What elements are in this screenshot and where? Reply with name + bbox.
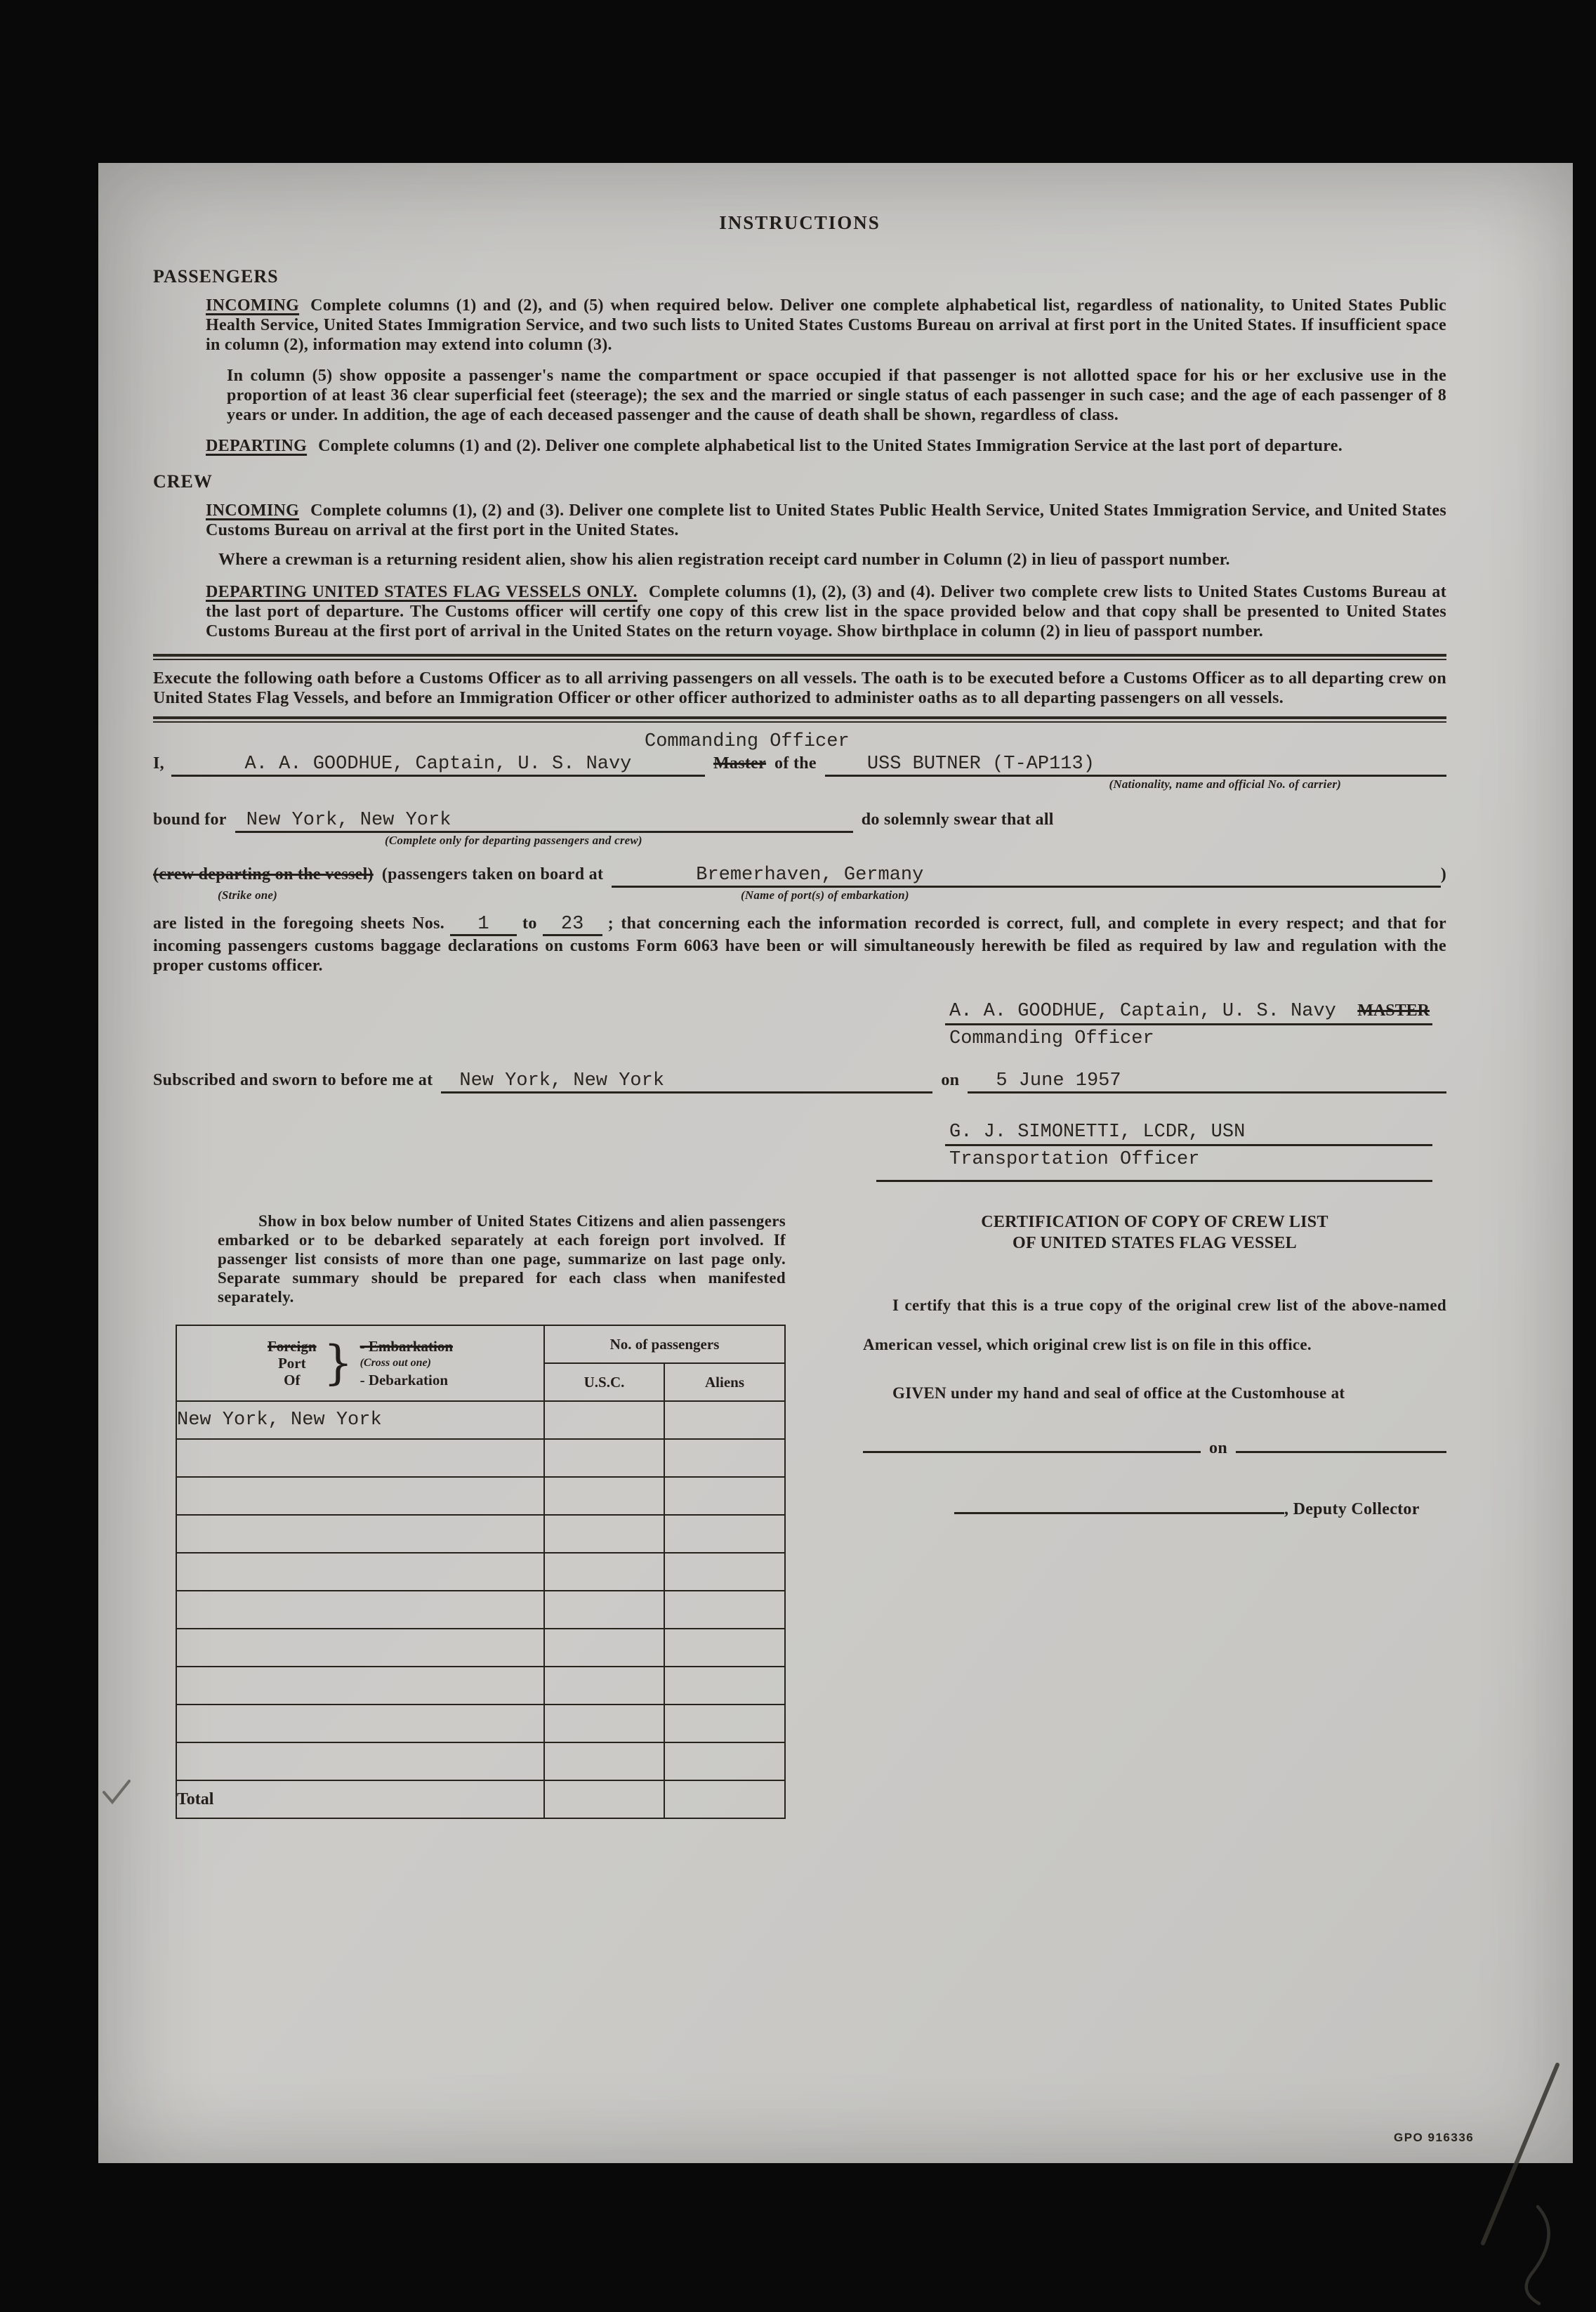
bound-for-line <box>153 810 1446 833</box>
passenger-summary-table <box>176 1325 786 1819</box>
aliens-header: Aliens <box>664 1363 785 1401</box>
double-rule-bottom <box>153 716 1446 723</box>
embarkation-line <box>153 865 1446 888</box>
deputy-signature-field <box>954 1512 1284 1514</box>
passengers-departing-paragraph <box>206 436 1446 456</box>
sheets-to-field <box>543 914 602 936</box>
rule-under-officer <box>876 1180 1432 1182</box>
on-label: on <box>941 1071 960 1089</box>
notary-signature-block <box>945 1122 1432 1170</box>
officer-title-value: Transportation Officer <box>949 1149 1200 1170</box>
of-the-label: of the <box>774 754 817 773</box>
notary-signature-line <box>945 1122 1432 1146</box>
incoming-text: Complete columns (1) and (2), and (5) when required below. Deliver one complete alphabetical list, regardless of nationality, to United States Public Health Service, United States Immigration Service, and two such lists to United States Customs Bureau on arrival at first port in the United States. If insufficient space in column (2), information may extend into column (3). <box>206 296 1446 354</box>
resident-alien-note: Where a crewman is a returning resident alien, show his alien registration receipt card number in Column (2) in lieu of passport number. <box>218 551 1230 569</box>
crew-incoming-text: Complete columns (1), (2) and (3). Deliver one complete list to United States Public Health Service, United States Immigration Service, and United States Customs Bureau on arrival at the first port in the United States. <box>206 501 1446 539</box>
passengers-option-label: (passengers taken on board at <box>381 865 604 884</box>
crew-departing-text: Complete columns (1), (2), (3) and (4). Deliver two complete crew lists to United States Customs Bureau at the last port of departure. The Customs officer will certify one copy of this crew list in the space provided below and that copy shall be presented to United States Customs Bureau at the first port of arrival in the United States on the return voyage. Show birthplace in column (2) in lieu of passport number. <box>206 583 1446 641</box>
incoming-label: INCOMING <box>206 296 300 315</box>
subscribed-place-field <box>441 1070 932 1093</box>
master-signature-block <box>945 1001 1432 1049</box>
sheets-lead: are listed in the foregoing sheets Nos. <box>153 914 445 933</box>
brace-glyph: } <box>323 1336 353 1390</box>
close-paren: ) <box>1440 865 1446 884</box>
foreign-word-struck: Foreign <box>267 1338 317 1355</box>
to-label: to <box>522 914 537 933</box>
bound-for-sublabel-row <box>153 834 1446 848</box>
of-word: Of <box>284 1372 301 1388</box>
table-row <box>176 1742 785 1780</box>
sheets-from-value: 1 <box>477 914 489 935</box>
bound-for-label: bound for <box>153 810 227 829</box>
page-title: INSTRUCTIONS <box>719 212 881 233</box>
sheets-to-value: 23 <box>560 914 584 935</box>
strike-one-sublabel: (Strike one) <box>218 888 278 902</box>
bound-for-field <box>235 810 853 833</box>
certification-on-label: on <box>1209 1439 1227 1457</box>
table-row <box>176 1667 785 1705</box>
port-header-cell <box>176 1325 544 1401</box>
swear-text: do solemnly swear that all <box>861 810 1054 829</box>
departing-text: Complete columns (1) and (2). Deliver one complete alphabetical list to the United States Immigration Service at the last port of departure. <box>318 437 1343 455</box>
pen-mark <box>1432 2059 1587 2312</box>
typed-commanding-officer: Commanding Officer <box>645 731 850 752</box>
subscribed-line <box>153 1070 1446 1093</box>
bottom-columns <box>153 1211 1446 1819</box>
certification-body: I certify that this is a true copy of the original crew list of the above-named American vessel, which original crew list is on file in this office. <box>863 1296 1446 1353</box>
certification-title-line1: CERTIFICATION OF COPY OF CREW LIST <box>981 1213 1328 1231</box>
master-vessel-line <box>153 754 1446 777</box>
subscribed-place-value: New York, New York <box>459 1070 665 1091</box>
date-value: 5 June 1957 <box>996 1070 1121 1091</box>
usc-header: U.S.C. <box>544 1363 664 1401</box>
date-field <box>968 1070 1446 1093</box>
vessel-name-field <box>825 754 1446 777</box>
oath-form <box>153 731 1446 1182</box>
oath-intro-paragraph: Execute the following oath before a Customs Officer as to all arriving passengers on all vessels. The oath is to be executed before a Customs Officer as to all departing crew on United States Flag Vessels, and before an Immigration Officer or other officer authorized to administer oaths as to all departing passengers on all vessels. <box>153 669 1446 707</box>
deputy-collector-label: , Deputy Collector <box>1284 1500 1420 1518</box>
embarkation-label-struck: - Embarkation <box>360 1338 454 1355</box>
table-header-row-1 <box>176 1325 785 1363</box>
crew-departing-option-struck: (crew departing on the vessel) <box>153 865 374 884</box>
total-label: Total <box>176 1780 544 1818</box>
port-word: Port <box>277 1355 306 1372</box>
sheets-from-field <box>450 914 517 936</box>
signature-title-value: Commanding Officer <box>949 1028 1154 1049</box>
carrier-sublabel-row <box>153 777 1446 792</box>
master-name-field <box>171 754 705 777</box>
gpo-print-code: GPO 916336 <box>1394 2131 1475 2144</box>
cross-out-one-note: (Cross out one) <box>360 1357 431 1369</box>
master-word-struck: Master <box>713 754 767 773</box>
double-rule-top <box>153 654 1446 660</box>
summary-instructions: Show in box below number of United States Citizens and alien passengers embarked or to be debarked separately at each foreign port involved. If passenger list consists of more than one page, summarize on last page only. Separate summary should be prepared for each class when manifested separately. <box>218 1212 786 1306</box>
embark-port-value: Bremerhaven, Germany <box>696 865 924 886</box>
carrier-sublabel: (Nationality, name and official No. of carrier) <box>1109 777 1341 791</box>
column5-paragraph: In column (5) show opposite a passenger's name the compartment or space occupied if that passenger is not allotted space for his or her exclusive use in the proportion of at least 36 clear superficial feet (steerage); the sex and the married or single status of each passenger in such case; and the age of each passenger of 8 years or under. In addition, the age of each deceased passenger and the cause of death shall be shown, regardless of class. <box>227 367 1446 424</box>
table-row <box>176 1705 785 1742</box>
crew-departing-label: DEPARTING UNITED STATES FLAG VESSELS ONLY. <box>206 583 638 601</box>
passengers-incoming-paragraph <box>206 296 1446 355</box>
master-name-value: A. A. GOODHUE, Captain, U. S. Navy <box>244 754 632 775</box>
table-row <box>176 1515 785 1553</box>
bound-for-sublabel: (Complete only for departing passengers and crew) <box>385 834 642 847</box>
crew-heading: CREW <box>153 471 213 492</box>
scanned-document-page <box>98 163 1573 2163</box>
deputy-collector-line <box>863 1500 1446 1519</box>
sheets-tail: ; that concerning each the information recorded is correct, full, and complete in every respect; and that for incoming passengers customs baggage declarations on customs Form 6063 have been or will simultaneously herewith be filed as required by law and regulation with the proper customs officer. <box>153 914 1446 975</box>
crew-incoming-label: INCOMING <box>206 501 300 520</box>
certification-given-text: GIVEN under my hand and seal of office at the Customhouse at <box>892 1384 1345 1402</box>
passengers-count-header: No. of passengers <box>544 1325 785 1363</box>
certification-place-field <box>863 1451 1201 1453</box>
table-row <box>176 1591 785 1629</box>
passenger-summary-section <box>153 1211 786 1819</box>
passengers-heading: PASSENGERS <box>153 266 279 287</box>
crew-departing-paragraph <box>206 582 1446 641</box>
table-row <box>176 1477 785 1515</box>
vessel-name-value: USS BUTNER (T-AP113) <box>866 754 1095 775</box>
table-row <box>176 1439 785 1477</box>
debarkation-label: - Debarkation <box>360 1372 448 1388</box>
bound-for-value: New York, New York <box>246 810 451 831</box>
table-row <box>176 1401 785 1439</box>
officer-name-value: G. J. SIMONETTI, LCDR, USN <box>949 1122 1246 1143</box>
signature-name-value: A. A. GOODHUE, Captain, U. S. Navy <box>949 1001 1336 1022</box>
port-cell-value: New York, New York <box>177 1410 382 1431</box>
i-label: I, <box>153 754 164 773</box>
embark-port-field <box>612 865 1440 888</box>
table-total-row <box>176 1780 785 1818</box>
certification-date-field <box>1236 1451 1446 1453</box>
table-row <box>176 1629 785 1667</box>
sheets-paragraph <box>153 914 1446 976</box>
master-caps-label: MASTER <box>1357 1001 1430 1020</box>
departing-label: DEPARTING <box>206 437 308 455</box>
table-row <box>176 1553 785 1591</box>
master-signature-line <box>945 1001 1432 1025</box>
certification-title-line2: OF UNITED STATES FLAG VESSEL <box>1013 1234 1297 1252</box>
embark-sublabel-row <box>153 888 1446 902</box>
port-sublabel: (Name of port(s) of embarkation) <box>741 888 909 902</box>
subscribed-label: Subscribed and sworn to before me at <box>153 1071 433 1089</box>
crew-incoming-paragraph <box>206 501 1446 540</box>
certification-on-line <box>863 1439 1446 1458</box>
port-cell <box>176 1401 544 1439</box>
certification-section <box>863 1211 1446 1819</box>
pen-check-mark <box>100 1777 133 1809</box>
